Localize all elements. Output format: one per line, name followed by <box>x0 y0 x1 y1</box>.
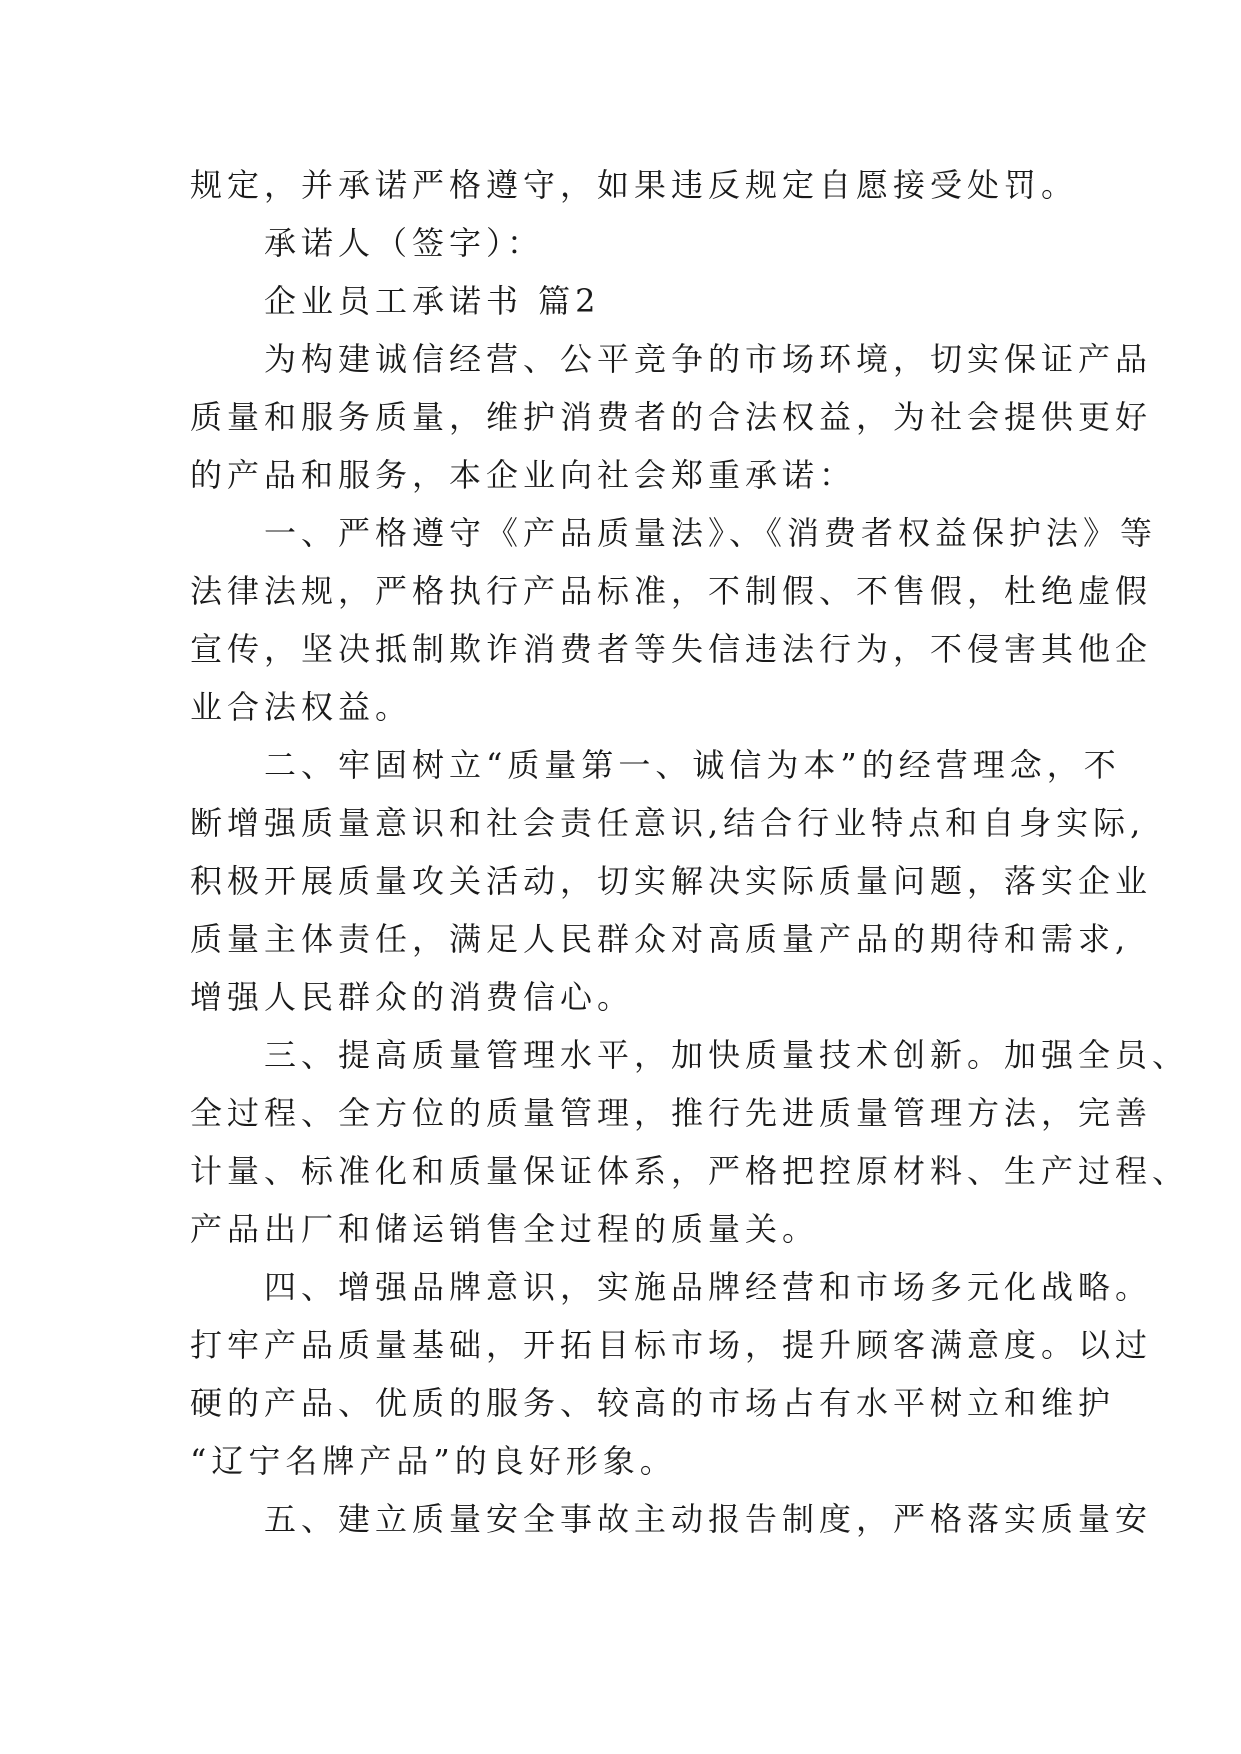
text-line: 的产品和服务，本企业向社会郑重承诺： <box>190 456 857 494</box>
document-body <box>190 156 1190 1548</box>
text-line: 积极开展质量攻关活动，切实解决实际质量问题，落实企业 <box>190 862 1153 900</box>
text-line: 法律法规，严格执行产品标准，不制假、不售假，杜绝虚假 <box>190 572 1153 610</box>
text-line: 断增强质量意识和社会责任意识,结合行业特点和自身实际, <box>190 804 1146 842</box>
text-line: 宣传，坚决抵制欺诈消费者等失信违法行为，不侵害其他企 <box>190 630 1153 668</box>
text-line: 质量主体责任，满足人民群众对高质量产品的期待和需求, <box>190 920 1131 958</box>
text-line: “辽宁名牌产品”的良好形象。 <box>190 1442 677 1480</box>
text-line: 为构建诚信经营、公平竞争的市场环境，切实保证产品 <box>190 340 1153 378</box>
text-line: 全过程、全方位的质量管理，推行先进质量管理方法，完善 <box>190 1094 1153 1132</box>
text-line: 质量和服务质量，维护消费者的合法权益，为社会提供更好 <box>190 398 1153 436</box>
text-line: 增强人民群众的消费信心。 <box>190 978 635 1016</box>
text-line: 打牢产品质量基础，开拓目标市场，提升顾客满意度。以过 <box>190 1326 1153 1364</box>
text-line: 二、牢固树立“质量第一、诚信为本”的经营理念，不 <box>190 746 1121 784</box>
text-line: 四、增强品牌意识，实施品牌经营和市场多元化战略。 <box>190 1268 1153 1306</box>
text-line: 一、严格遵守《产品质量法》、《消费者权益保护法》等 <box>190 514 1158 552</box>
text-line: 五、建立质量安全事故主动报告制度，严格落实质量安 <box>190 1500 1153 1538</box>
signature-label: 承诺人（签字）： <box>190 224 545 262</box>
text-line: 产品出厂和储运销售全过程的质量关。 <box>190 1210 820 1248</box>
text-line: 三、提高质量管理水平，加快质量技术创新。加强全员、 <box>190 1036 1190 1074</box>
text-line: 规定，并承诺严格遵守，如果违反规定自愿接受处罚。 <box>190 166 1079 204</box>
text-line: 硬的产品、优质的服务、较高的市场占有水平树立和维护 <box>190 1384 1116 1422</box>
section-title: 企业员工承诺书 篇2 <box>190 282 601 320</box>
text-line: 计量、标准化和质量保证体系，严格把控原材料、生产过程、 <box>190 1152 1190 1190</box>
text-line: 业合法权益。 <box>190 688 413 726</box>
